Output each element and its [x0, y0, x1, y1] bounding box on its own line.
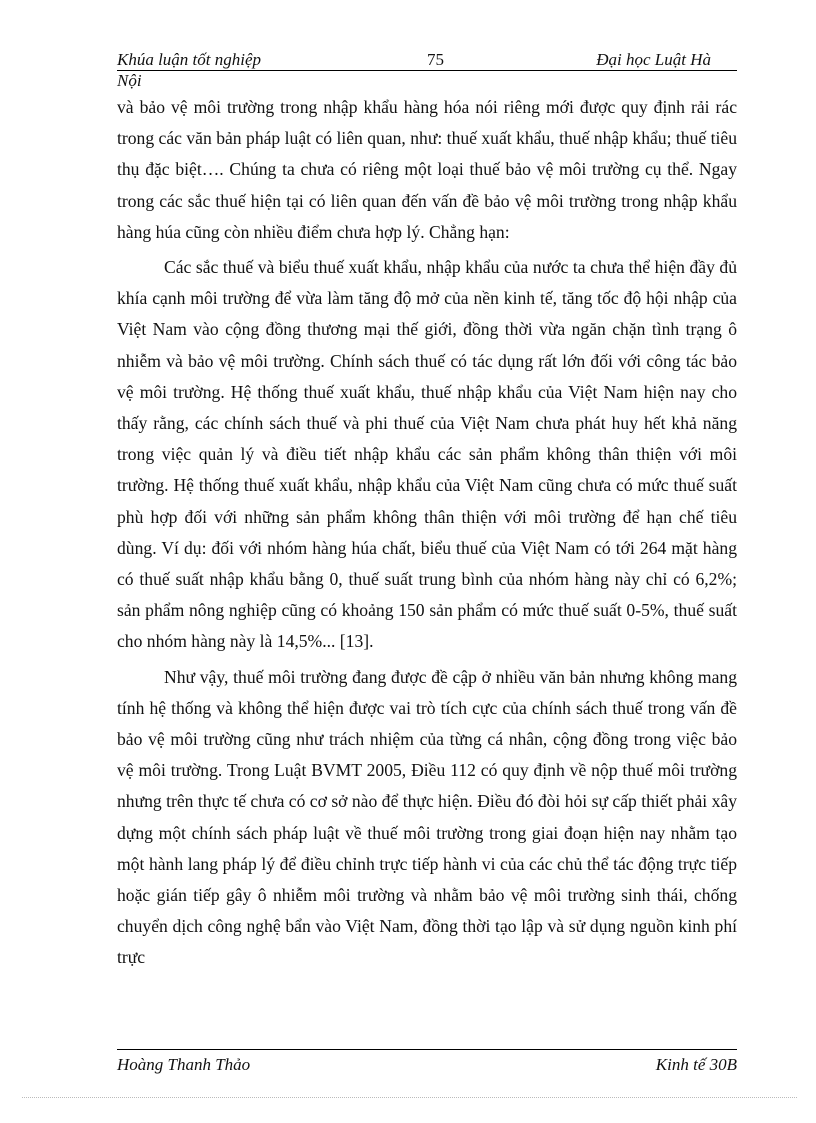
header-thesis-title: Khúa luận tốt nghiệp: [117, 50, 262, 69]
page-number: 75: [427, 50, 444, 69]
header-university: Đại học Luật Hà: [596, 50, 711, 69]
body-text: [117, 92, 737, 974]
page-edge-dotted-line: [22, 1097, 797, 1098]
page-footer: [117, 1054, 737, 1076]
footer-author: Hoàng Thanh Thảo: [117, 1055, 251, 1074]
paragraph: Như vậy, thuế môi trường đang được đề cập ở nhiều văn bản nhưng không mang tính hệ thống và không thể hiện được vai trò tích cực của chính sách thuế trong vấn đề bảo vệ môi trường cũng như trách nhiệm của từng cá nhân, cộng đồng trong việc bảo vệ môi trường. Trong Luật BVMT 2005, Điều 112 có quy định về nộp thuế môi trường nhưng trên thực tế chưa có cơ sở nào để thực hiện. Điều đó đòi hỏi sự cấp thiết phải xây dựng một chính sách pháp luật về thuế môi trường trong giai đoạn hiện nay nhằm tạo một hành lang pháp lý để điều chỉnh trực tiếp hành vi của các chủ thể tác động trực tiếp hoặc gián tiếp gây ô nhiễm môi trường và nhằm bảo vệ môi trường sinh thái, chống chuyển dịch công nghệ bẩn vào Việt Nam, đồng thời tạo lập và sử dụng nguồn kinh phí trực: [117, 666, 737, 968]
page-header: [117, 50, 737, 70]
header-university-continued: Nội: [117, 71, 142, 90]
footer-class: Kinh tế 30B: [655, 1055, 737, 1074]
paragraph-continued: và bảo vệ môi trường trong nhập khẩu hàng hóa nói riêng mới được quy định rải rác trong các văn bản pháp luật có liên quan, như: thuế xuất khẩu, thuế nhập khẩu; thuế tiêu thụ đặc biệt…. Chúng ta chưa có riêng một loại thuế bảo vệ môi trường cụ thể. Ngay trong các sắc thuế hiện tại có liên quan đến vấn đề bảo vệ môi trường trong nhập khẩu hàng húa cũng còn nhiều điểm chưa hợp lý. Chẳng hạn:: [117, 97, 737, 242]
header-divider: [117, 70, 737, 71]
footer-divider: [117, 1049, 737, 1050]
paragraph: Các sắc thuế và biểu thuế xuất khẩu, nhập khẩu của nước ta chưa thể hiện đầy đủ khía cạnh môi trường để vừa làm tăng độ mở của nền kinh tế, tăng tốc độ hội nhập của Việt Nam vào cộng đồng thương mại thế giới, đồng thời vừa ngăn chặn tình trạng ô nhiễm và bảo vệ môi trường. Chính sách thuế có tác dụng rất lớn đối với công tác bảo vệ môi trường. Hệ thống thuế xuất khẩu, thuế nhập khẩu của Việt Nam hiện nay cho thấy rằng, các chính sách thuế và phi thuế của Việt Nam chưa phát huy hết khả năng trong việc quản lý và điều tiết nhập khẩu các sản phẩm không thân thiện với môi trường. Hệ thống thuế xuất khẩu, nhập khẩu của Việt Nam cũng chưa có mức thuế suất phù hợp đối với những sản phẩm không thân thiện với môi trường để hạn chế tiêu dùng. Ví dụ: đối với nhóm hàng húa chất, biểu thuế của Việt Nam có tới 264 mặt hàng có thuế suất nhập khẩu bằng 0, thuế suất trung bình của nhóm hàng này chỉ có 6,2%; sản phẩm nông nghiệp cũng có khoảng 150 sản phẩm có mức thuế suất 0-5%, thuế suất cho nhóm hàng này là 14,5%... [13].: [117, 257, 737, 652]
